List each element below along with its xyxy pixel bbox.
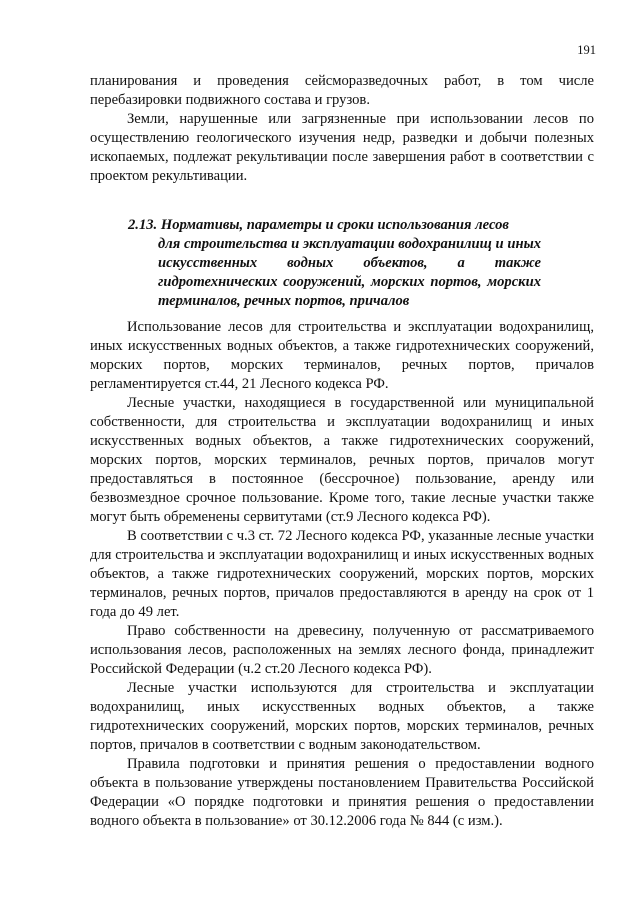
- paragraph: В соответствии с ч.3 ст. 72 Лесного кодекса РФ, указанные лесные участки для строительства и эксплуатации водохранилищ и иных искусственных водных объектов, а также гидротехнических сооружений, морских портов, морских терминалов, речных портов, причалов предоставляются в аренду на срок от 1 года до 49 лет.: [90, 528, 594, 620]
- continued-text: [90, 72, 594, 186]
- section-heading: [128, 216, 541, 311]
- paragraph: Лесные участки используются для строительства и эксплуатации водохранилищ, иных искусственных водных объектов, а также гидротехнических сооружений, морских портов, морских терминалов, речных портов, причалов в соответствии с водным законодательством.: [90, 680, 594, 753]
- section-title-first-line: Нормативы, параметры и сроки использования лесов: [160, 217, 509, 233]
- paragraph: Лесные участки, находящиеся в государственной или муниципальной собственности, для строительства и эксплуатации водохранилищ и иных искусственных водных объектов, а также гидротехнических сооружений, морских портов, морских терминалов, речных портов, причалов могут предоставляться в постоянное (бессрочное) пользование, аренду или безвозмездное срочное пользование. Кроме того, такие лесные участки также могут быть обременены сервитутами (ст.9 Лесного кодекса РФ).: [90, 395, 594, 525]
- paragraph: Использование лесов для строительства и эксплуатации водохранилищ, иных искусственных водных объектов, а также гидротехнических сооружений, морских портов, морских терминалов, речных портов, причалов регламентируется ст.44, 21 Лесного кодекса РФ.: [90, 319, 594, 392]
- page-number: 191: [577, 43, 596, 57]
- section-number: 2.13.: [128, 217, 158, 233]
- paragraph: Земли, нарушенные или загрязненные при использовании лесов по осуществлению геологического изучения недр, разведки и добычи полезных ископаемых, подлежат рекультивации после завершения работ в соответствии с проектом рекультивации.: [90, 111, 594, 184]
- paragraph: Правила подготовки и принятия решения о предоставлении водного объекта в пользование утверждены постановлением Правительства Российской Федерации «О порядке подготовки и принятия решения о предоставлении водного объекта в пользование» от 30.12.2006 года № 844 (с изм.).: [90, 756, 594, 829]
- section-body: [90, 318, 594, 831]
- section-title-rest: для строительства и эксплуатации водохранилищ и иных искусственных водных объектов, а также гидротехнических сооружений, морских портов, морских терминалов, речных портов, причалов: [158, 236, 541, 309]
- paragraph: планирования и проведения сейсморазведочных работ, в том числе перебазировки подвижного состава и грузов.: [90, 73, 594, 108]
- paragraph: Право собственности на древесину, полученную от рассматриваемого использования лесов, расположенных на землях лесного фонда, принадлежит Российской Федерации (ч.2 ст.20 Лесного кодекса РФ).: [90, 623, 594, 677]
